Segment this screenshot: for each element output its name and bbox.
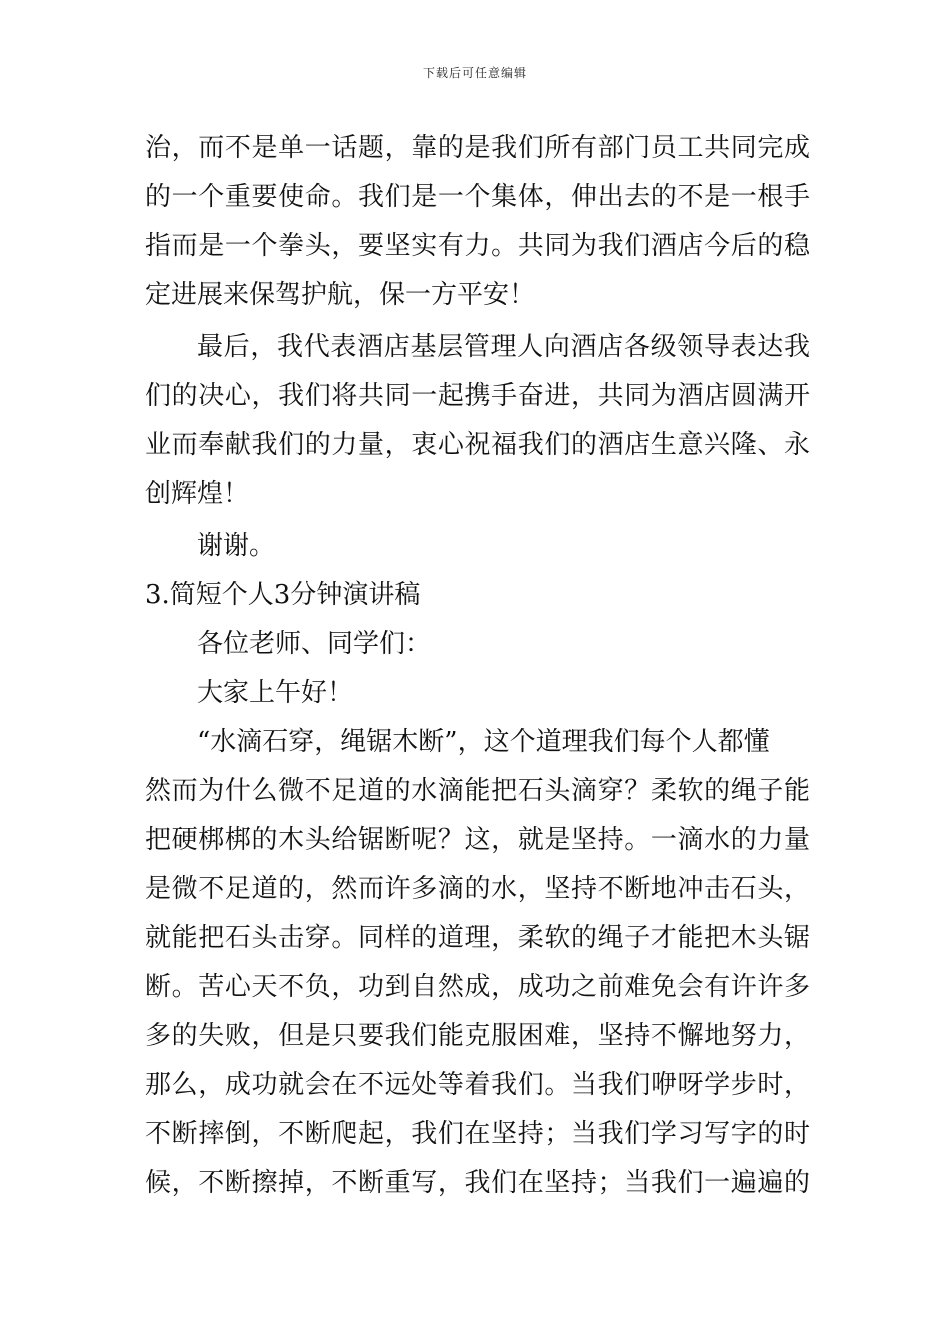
text-line: 把硬梆梆的木头给锯断呢？这，就是坚持。一滴水的力量 xyxy=(145,825,810,855)
text-line: 候，不断擦掉，不断重写，我们在坚持；当我们一遍遍的 xyxy=(145,1168,810,1198)
section-heading: 3.简短个人3分钟演讲稿 xyxy=(145,580,421,610)
text-line: 业而奉献我们的力量，衷心祝福我们的酒店生意兴隆、永 xyxy=(145,430,810,460)
text-line: 不断摔倒，不断爬起，我们在坚持；当我们学习写字的时 xyxy=(145,1119,810,1149)
text-line: 就能把石头击穿。同样的道理，柔软的绳子才能把木头锯 xyxy=(145,923,810,953)
text-line: 那么，成功就会在不远处等着我们。当我们咿呀学步时， xyxy=(145,1070,810,1100)
paragraph-4 xyxy=(145,718,810,1208)
text-line: 然而为什么微不足道的水滴能把石头滴穿？柔软的绳子能 xyxy=(145,776,810,806)
paragraph-1 xyxy=(145,124,810,320)
text-line: 定进展来保驾护航，保一方平安！ xyxy=(145,280,536,310)
text-line: 多的失败，但是只要我们能克服困难，坚持不懈地努力， xyxy=(145,1021,810,1051)
text-line: 们的决心，我们将共同一起携手奋进，共同为酒店圆满开 xyxy=(145,381,810,411)
paragraph-2 xyxy=(145,323,810,519)
text-line: 最后，我代表酒店基层管理人向酒店各级领导表达我 xyxy=(197,332,810,362)
text-line: 治，而不是单一话题，靠的是我们所有部门员工共同完成 xyxy=(145,133,810,163)
text-line: 指而是一个拳头，要坚实有力。共同为我们酒店今后的稳 xyxy=(145,231,810,261)
text-line: 的一个重要使命。我们是一个集体，伸出去的不是一根手 xyxy=(145,182,810,212)
text-line: 是微不足道的，然而许多滴的水，坚持不断地冲击石头， xyxy=(145,874,810,904)
document-body xyxy=(145,124,810,1208)
text-line: 断。苦心天不负，功到自然成，成功之前难免会有许许多 xyxy=(145,972,810,1002)
text-line: “水滴石穿，绳锯木断”，这个道理我们每个人都懂 xyxy=(197,727,770,757)
page-header: 下载后可任意编辑 xyxy=(422,66,527,80)
text-line: 创辉煌！ xyxy=(145,479,250,509)
salutation: 各位老师、同学们： xyxy=(197,629,432,659)
greeting: 大家上午好！ xyxy=(197,678,354,708)
paragraph-3 xyxy=(145,522,810,571)
text-line: 谢谢。 xyxy=(197,531,276,561)
